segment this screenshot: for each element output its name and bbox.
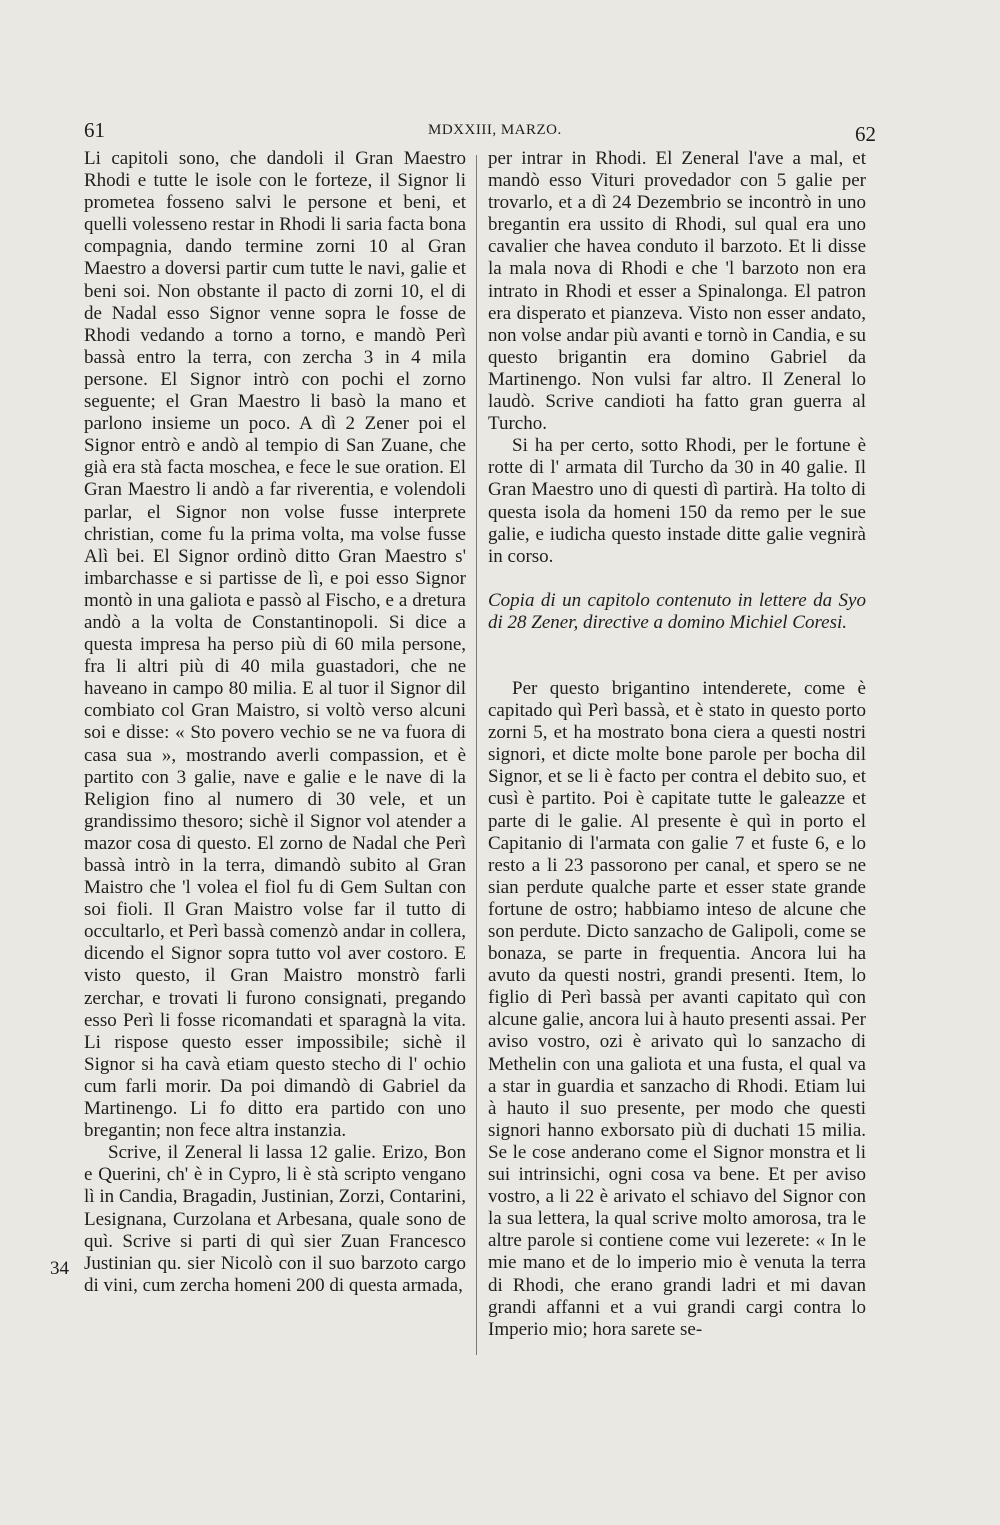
left-column [84,148,466,1297]
left-paragraph-1: Li capitoli sono, che dandoli il Gran Maestro Rhodi e tutte le isole con le forteze, il Signor li prometea fosseno salvi le persone et beni, et quelli volesseno restar in Rhodi li saria facta bona compagnia, dando termine zorni 10 al Gran Maestro a doversi partir cum tutte le navi, galie et beni soi. Non obstante il pacto di zorni 10, el di de Nadal esso Signor venne sopra le fosse de Rhodi vedando a torno a torno, e mandò Perì bassà entro la terra, con zercha 3 in 4 mila persone. El Signor intrò con pochi el zorno seguente; el Gran Maestro li basò la mano et parlono insieme un poco. A dì 2 Zener poi el Signor entrò e andò al tempio di San Zuane, che già era stà facta moschea, e fece le sue oration. El Gran Maestro li andò a far riverentia, e volendoli parlar, el Signor non volse fusse interprete christian, come fu la prima volta, ma volse fusse Alì bei. El Signor ordinò ditto Gran Maestro s' imbarchasse e si partisse de lì, e poi esso Signor montò in una galiota e passò al Fischo, e a dretura andò a la volta de Constantinopoli. Si dice a questa impresa ha perso più di 60 mila persone, fra li altri più di 40 mila guastadori, che ne haveano in campo 80 milia. E al tuor il Signor dil combiato col Gran Maistro, si voltò verso alcuni soi e disse: « Sto povero vechio se ne va fuora di casa sua », mostrando averli compassion, et è partito con 3 galie, nave e galie e le nave di la Religion fino al numero di 30 vele, et un grandissimo thesoro; sichè il Signor vol atender a mazor cosa di questo. El zorno de Nadal che Perì bassà intrò in la terra, dimandò subito al Gran Maistro che 'l volea el fiol fu di Gem Sultan con soi fioli. Il Gran Maistro volse far il tutto di occultarlo, et Perì bassà comenzò andar in collera, dicendo el Signor sopra tutto vol aver costoro. E visto questo, il Gran Maistro monstrò farli zerchar, e trovati li furono consignati, pregando esso Perì li fosse ricomandati et sparagnà la vita. Li rispose questo esser impossibile; sichè il Signor si ha cavà etiam questo stecho di l' ochio cum farli morir. Da poi dimandò di Gabriel da Martinengo. Li fo ditto era partido con uno bregantin; non fece altra instanzia. [84,148,466,1142]
right-column [488,148,866,1341]
column-divider [476,155,477,1355]
right-paragraph-3: Per questo brigantino intenderete, come è capitado quì Perì bassà, et è stato in questo porto zorni 5, et ha mostrato bona ciera a questi nostri signori, et dicte molte bone parole per bocha dil Signor, et se li è facto per contra el debito suo, et cusì è partito. Poi è capitate tutte le galeazze et parte di le galie. Al presente è quì in porto el Capitanio di l'armata con galie 7 et fuste 6, e lo resto a li 23 passorono per canal, et spero se ne sian perdute qualche parte et esser state grande fortune de ostro; habbiamo inteso de alcune che son perdute. Dicto sanzacho de Galipoli, come se bonaza, se parte in frequentia. Ancora lui ha avuto da questi nostri, grandi presenti. Item, lo figlio di Perì bassà per avanti capitato quì con alcune galie, ancora lui à hauto presenti assai. Per aviso vostro, ozi è arivato quì lo sanzacho di Methelin con una galiota et una fusta, el qual va a star in guardia et sanzacho di Rhodi. Etiam lui à hauto il suo presente, per modo che questi signori hanno exborsato più di duchati 15 milia. Se le cose anderano come el Signor monstra et li sui intrinsichi, ogni cosa va bene. Et per aviso vostro, a li 22 è arivato el schiavo del Signor con la sua lettera, la qual scrive molto amorosa, tra le altre parole si contiene come vui lezerete: « In le mie mano et de lo imperio mio è venuta la terra di Rhodi, che erano grandi ladri et mi davan grandi affanni et a vui grandi cargi contra lo Imperio mio; hora sarete se- [488,677,866,1340]
left-paragraph-2: Scrive, il Zeneral li lassa 12 galie. Erizo, Bon e Querini, ch' è in Cypro, li è stà scripto vengano lì in Candia, Bragadin, Justinian, Zorzi, Contarini, Lesignana, Curzolana et Arbesana, quale sono de quì. Scrive si parti di quì sier Zuan Francesco Justinian qu. sier Nicolò con il suo barzoto cargo di vini, cum zercha homeni 200 di questa armada, [84,1142,466,1296]
running-title: MDXXIII, MARZO. [428,122,562,138]
margin-line-number: 34 [50,1258,69,1279]
right-paragraph-1: per intrar in Rhodi. El Zeneral l'ave a mal, et mandò esso Vituri provedador con 5 galie per trovarlo, et a dì 24 Dezembrio se incontrò in uno bregantin era ussito di Rhodi, sul qual era uno cavalier che havea conduto il barzoto. Et li disse la mala nova di Rhodi e che 'l barzoto non era intrato in Rhodi et esser a Spinalonga. El patron era disperato et pianzeva. Visto non esser andato, non volse andar più avanti e tornò in Candia, e su questo brigantin era domino Gabriel da Martinengo. Non vulsi far altro. Il Zeneral lo laudò. Scrive candioti ha fatto gran guerra al Turcho. [488,148,866,435]
page-number-right: 62 [855,122,876,146]
page-header [84,118,876,146]
right-paragraph-2: Si ha per certo, sotto Rhodi, per le fortune è rotte di l' armata dil Turcho da 30 in 40 galie. Il Gran Maestro uno di questi dì partirà. Ha tolto di questa isola da homeni 150 da remo per le sue galie, e iudicha questo instade ditte galie vegnirà in corso. [488,435,866,567]
section-heading: Copia di un capitolo contenuto in lettere da Syo di 28 Zener, directive a domino Michiel Coresi. [488,589,866,633]
page-number-left: 61 [84,118,105,142]
